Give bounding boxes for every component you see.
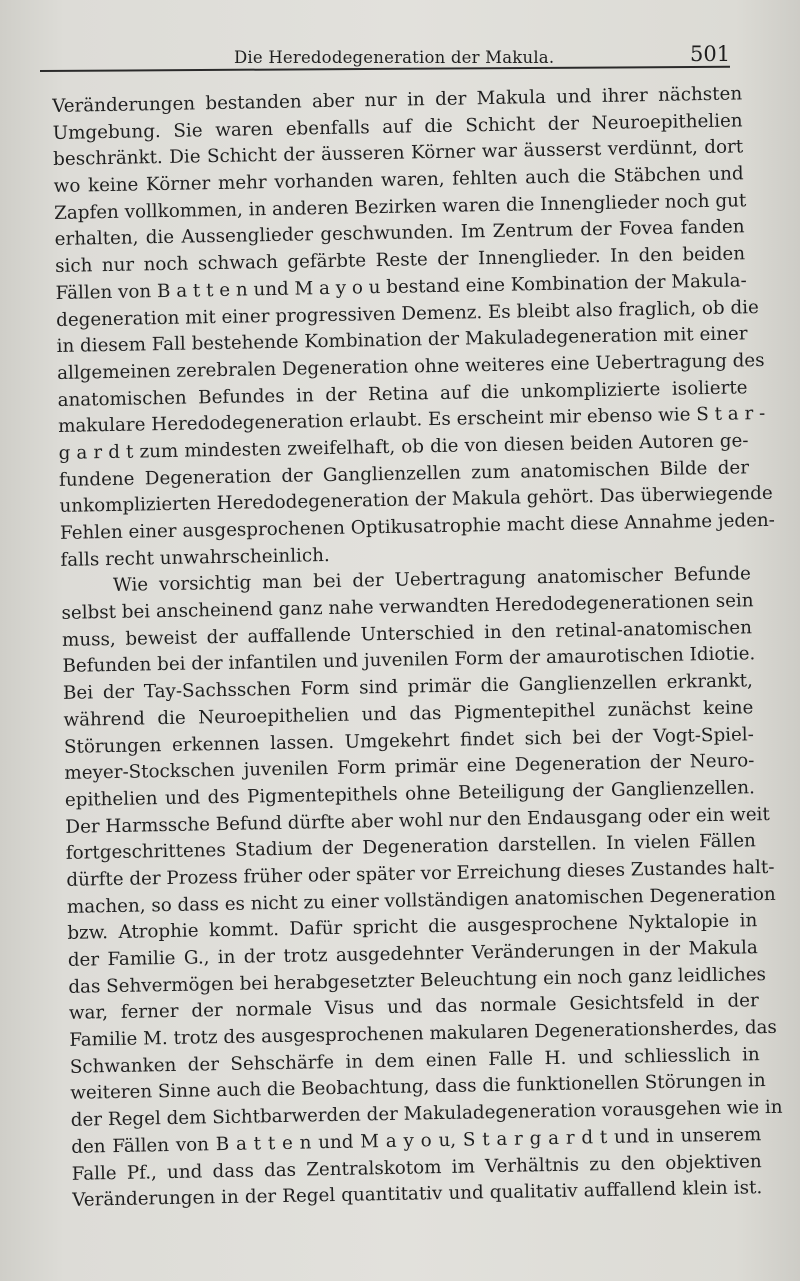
text-line: sich nur noch schwach gefärbte Reste der Innenglieder. In den beiden xyxy=(54,243,746,278)
text-line: unkomplizierten Heredodegeneration der Makula gehört. Das überwiegende xyxy=(59,483,773,518)
paragraph-end-line: falls recht unwahrscheinlich. xyxy=(60,544,330,571)
text-line: dürfte der Prozess früher oder später vor Erreichung dieses Zustandes halt- xyxy=(66,856,775,891)
text-line: war, ferner der normale Visus und das normale Gesichtsfeld in der xyxy=(68,990,759,1025)
text-line: Der Harmssche Befund dürfte aber wohl nur den Endausgang oder ein weit xyxy=(65,803,770,838)
text-line: den Fällen von B a t t e n und M a y o u, S t a r g a r d t und in unserem xyxy=(71,1123,762,1158)
text-line: allgemeinen zerebralen Degeneration ohne weiteres eine Uebertragung des xyxy=(56,349,765,384)
text-line: beschränkt. Die Schicht der äusseren Körner war äusserst verdünnt, dort xyxy=(53,136,744,171)
text-line: wo keine Körner mehr vorhanden waren, fehlten auch die Stäbchen und xyxy=(53,163,744,198)
text-line: der Familie G., in der trotz ausgedehnter Veränderungen in der Makula xyxy=(67,937,758,971)
text-line: weiteren Sinne auch die Beobachtung, dass die funktionellen Störungen in xyxy=(70,1070,766,1105)
running-head xyxy=(0,40,800,74)
text-line: der Regel dem Sichtbarwerden der Makuladegeneration vorausgehen wie in xyxy=(70,1096,783,1131)
text-line: Falle Pf., und dass das Zentralskotom im Verhältnis zu den objektiven xyxy=(71,1150,762,1185)
running-title: Die Heredodegeneration der Makula. xyxy=(234,48,555,67)
text-line: Störungen erkennen lassen. Umgekehrt findet sich bei der Vogt-Spiel- xyxy=(63,723,755,758)
text-line: fortgeschrittenes Stadium der Degeneration darstellen. In vielen Fällen xyxy=(65,830,756,865)
text-line: Familie M. trotz des ausgesprochenen makularen Degenerationsherdes, das xyxy=(69,1016,778,1051)
text-line: Fällen von B a t t e n und M a y o u bestand eine Kombination der Makula- xyxy=(55,270,747,304)
text-line: Veränderungen in der Regel quantitativ und qualitativ auffallend klein ist. xyxy=(72,1177,763,1211)
text-line: fundene Degeneration der Ganglienzellen zum anatomischen Bilde der xyxy=(58,456,750,491)
text-line: während die Neuroepithelien und das Pigmentepithel zunächst keine xyxy=(63,697,754,731)
text-line: epithelien und des Pigmentepithels ohne Beteiligung der Ganglienzellen. xyxy=(64,777,756,811)
text-line: das Sehvermögen bei herabgesetzter Beleuchtung ein noch ganz leidliches xyxy=(68,963,767,998)
text-line: Schwanken der Sehschärfe in dem einen Falle H. und schliesslich in xyxy=(69,1043,760,1078)
text-line: muss, beweist der auffallende Unterschied in den retinal-anatomischen xyxy=(61,617,753,651)
text-line: erhalten, die Aussenglieder geschwunden. Im Zentrum der Fovea fanden xyxy=(54,216,745,251)
text-line: g a r d t zum mindesten zweifelhaft, ob die von diesen beiden Autoren ge- xyxy=(58,430,749,464)
text-line: Umgebung. Sie waren ebenfalls auf die Schicht der Neuroepithelien xyxy=(52,110,743,144)
text-line: Fehlen einer ausgesprochenen Optikusatrophie macht diese Annahme jeden- xyxy=(59,509,776,544)
page-number: 501 xyxy=(690,42,731,66)
text-line: Zapfen vollkommen, in anderen Bezirken waren die Innenglieder noch gut xyxy=(53,190,747,224)
text-line: meyer-Stockschen juvenilen Form primär eine Degeneration der Neuro- xyxy=(64,750,755,785)
paragraph-first-line: Wie vorsichtig man bei der Uebertragung anatomischer Befunde xyxy=(112,563,752,597)
text-line: anatomischen Befundes in der Retina auf die unkomplizierte isolierte xyxy=(57,376,748,411)
text-line: selbst bei anscheinend ganz nahe verwandten Heredodegenerationen sein xyxy=(61,590,754,624)
text-line: Bei der Tay-Sachsschen Form sind primär die Ganglienzellen erkrankt, xyxy=(62,670,754,705)
text-line: Veränderungen bestanden aber nur in der Makula und ihrer nächsten xyxy=(52,83,743,117)
text-line: bzw. Atrophie kommt. Dafür spricht die ausgesprochene Nyktalopie in xyxy=(67,910,758,945)
text-line: makulare Heredodegeneration erlaubt. Es erscheint mir ebenso wie S t a r - xyxy=(57,403,766,438)
body-text xyxy=(52,81,783,1214)
text-line: in diesem Fall bestehende Kombination der Makuladegeneration mit einer xyxy=(56,323,748,358)
text-line: Befunden bei der infantilen und juvenilen Form der amaurotischen Idiotie. xyxy=(62,643,756,678)
text-line: machen, so dass es nicht zu einer vollständigen anatomischen Degeneration xyxy=(66,883,776,918)
text-line: degeneration mit einer progressiven Demenz. Es bleibt also fraglich, ob die xyxy=(55,296,760,331)
